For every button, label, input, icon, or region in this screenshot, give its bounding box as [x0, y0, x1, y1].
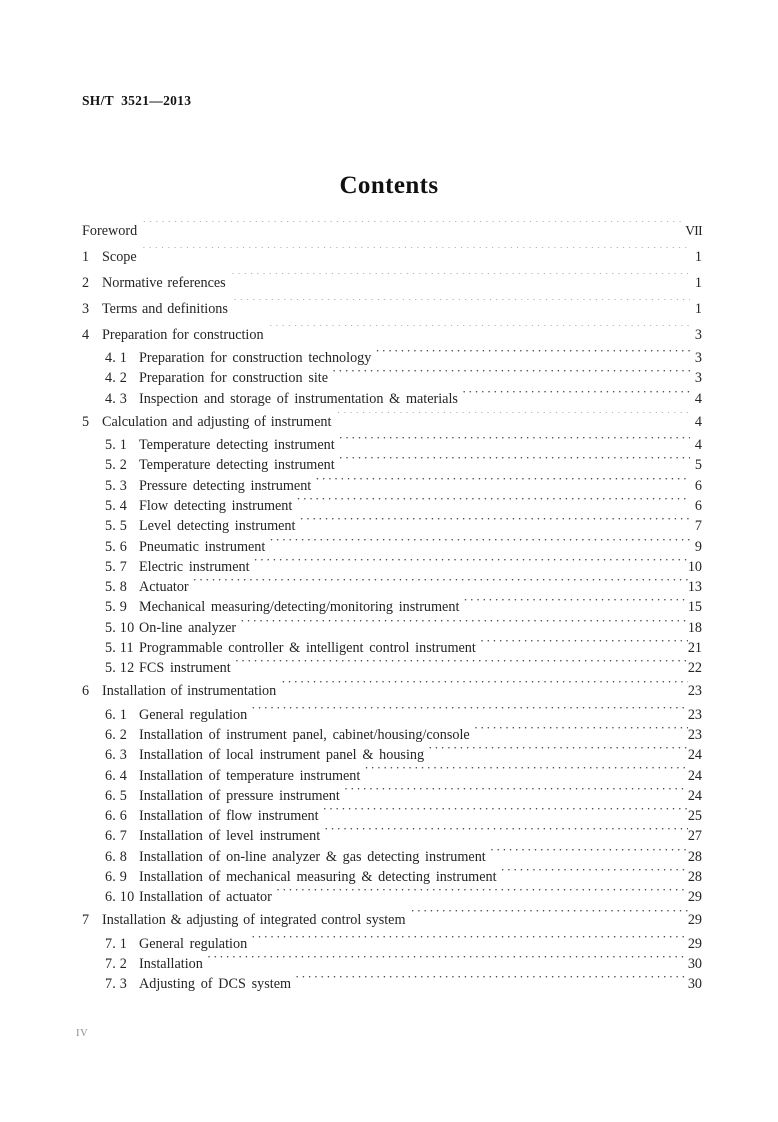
toc-entry-number: 4. 1 — [105, 350, 128, 367]
toc-entry-label: Preparation for construction technology — [139, 350, 372, 367]
toc-dot-leader — [295, 974, 688, 988]
toc-entry-number: 5. 8 — [105, 579, 128, 596]
toc-entry-number: 3 — [82, 301, 90, 317]
toc-entry-label: Pneumatic instrument — [139, 538, 266, 555]
toc-dot-leader — [240, 618, 688, 632]
toc-entry-number: 6. 6 — [105, 808, 128, 825]
toc-entry-page-number: 4 — [694, 413, 702, 430]
toc-entry-label: Normative references — [102, 275, 226, 291]
toc-dot-leader — [142, 221, 685, 235]
toc-entry-page-number: 1 — [694, 301, 702, 317]
toc-dot-leader — [281, 681, 688, 695]
toc-entry-page-number: 30 — [687, 976, 702, 993]
toc-entry[interactable] — [82, 270, 702, 296]
toc-dot-leader — [269, 536, 690, 550]
toc-entry-page-number: 6 — [694, 477, 702, 494]
toc-entry-label: Installation of instrumentation — [102, 683, 277, 700]
toc-dot-leader — [339, 435, 690, 449]
toc-entry-label: Terms and definitions — [102, 301, 228, 317]
toc-entry-page-number: 3 — [694, 370, 702, 387]
toc-entry-page-number: 27 — [687, 828, 702, 845]
toc-entry-page-number: VII — [685, 223, 702, 238]
toc-entry-page-number: 18 — [687, 619, 702, 636]
toc-entry[interactable] — [82, 409, 702, 435]
toc-entry-number: 5. 4 — [105, 497, 128, 514]
toc-dot-leader — [375, 348, 690, 362]
toc-entry-number: 5. 11 — [105, 640, 134, 657]
toc-dot-leader — [299, 516, 690, 530]
toc-entry-label: Installation of mechanical measuring & detecting instrument — [139, 869, 497, 886]
toc-entry[interactable] — [82, 765, 702, 785]
toc-entry[interactable] — [82, 847, 702, 867]
toc-entry-page-number: 13 — [687, 579, 702, 596]
toc-entry-label: Inspection and storage of instrumentation & materials — [139, 390, 458, 407]
toc-entry-page-number: 22 — [687, 660, 702, 677]
toc-entry-label: Pressure detecting instrument — [139, 477, 312, 494]
toc-entry[interactable] — [82, 516, 702, 536]
toc-dot-leader — [480, 638, 688, 652]
toc-entry-label: Programmable controller & intelligent control instrument — [139, 640, 476, 657]
toc-dot-leader — [336, 412, 690, 426]
toc-entry-page-number: 28 — [687, 848, 702, 865]
toc-entry-page-number: 29 — [687, 935, 702, 952]
toc-dot-leader — [490, 847, 688, 861]
toc-entry-page-number: 6 — [694, 497, 702, 514]
page-title: Contents — [339, 171, 439, 199]
toc-entry-page-number: 1 — [694, 275, 702, 291]
toc-entry-number: 5. 10 — [105, 619, 135, 636]
toc-entry[interactable] — [82, 806, 702, 826]
toc-dot-leader — [269, 325, 690, 339]
toc-entry-label: General regulation — [139, 935, 248, 952]
toc-entry-number: 1 — [82, 249, 90, 265]
toc-entry-number: 4. 3 — [105, 390, 128, 407]
toc-entry-number: 5. 9 — [105, 599, 128, 616]
toc-entry[interactable] — [82, 907, 702, 933]
toc-entry-number: 7. 1 — [105, 935, 128, 952]
toc-entry[interactable] — [82, 786, 702, 806]
toc-entry[interactable] — [82, 638, 702, 658]
toc-entry-label: Installation of level instrument — [139, 828, 321, 845]
toc-dot-leader — [474, 725, 688, 739]
toc-entry-label: Actuator — [139, 579, 189, 596]
toc-entry-label: Foreword — [82, 223, 138, 239]
toc-dot-leader — [428, 745, 688, 759]
toc-entry-number: 6. 10 — [105, 889, 135, 906]
toc-entry-label: Installation of pressure instrument — [139, 787, 340, 804]
toc-entry-page-number: 28 — [687, 869, 702, 886]
toc-entry-label: Installation of instrument panel, cabinet/housing/console — [139, 726, 470, 743]
toc-dot-leader — [233, 299, 690, 313]
toc-entry-page-number: 23 — [687, 726, 702, 743]
toc-entry-page-number: 25 — [687, 808, 702, 825]
toc-entry-page-number: 21 — [687, 640, 702, 657]
toc-entry[interactable] — [82, 867, 702, 887]
toc-entry[interactable] — [82, 974, 702, 994]
toc-entry[interactable] — [82, 618, 702, 638]
toc-entry-number: 7. 2 — [105, 955, 128, 972]
toc-entry-page-number: 3 — [694, 350, 702, 367]
toc-entry-page-number: 10 — [687, 558, 702, 575]
toc-entry-label: Preparation for construction — [102, 327, 264, 343]
toc-entry-number: 7. 3 — [105, 976, 128, 993]
toc-entry-label: Scope — [102, 249, 137, 265]
toc-entry-label: Adjusting of DCS system — [139, 976, 292, 993]
toc-entry-number: 6. 5 — [105, 787, 128, 804]
toc-entry[interactable] — [82, 826, 702, 846]
toc-entry-page-number: 29 — [687, 912, 702, 929]
toc-entry-label: FCS instrument — [139, 660, 231, 677]
toc-entry-number: 6 — [82, 683, 90, 700]
toc-entry-label: On-line analyzer — [139, 619, 237, 636]
toc-dot-leader — [254, 557, 688, 571]
toc-dot-leader — [207, 954, 688, 968]
toc-entry[interactable] — [82, 348, 702, 368]
toc-entry[interactable] — [82, 368, 702, 388]
toc-entry[interactable] — [82, 887, 702, 907]
toc-entry-number: 5. 5 — [105, 518, 128, 535]
toc-entry[interactable] — [82, 496, 702, 516]
toc-dot-leader — [142, 247, 690, 261]
toc-dot-leader — [251, 704, 688, 718]
toc-entry-label: Preparation for construction site — [139, 370, 329, 387]
toc-dot-leader — [296, 496, 690, 510]
toc-entry-number: 6. 3 — [105, 747, 128, 764]
toc-entry[interactable] — [82, 536, 702, 556]
toc-dot-leader — [332, 368, 690, 382]
toc-entry-page-number: 9 — [694, 538, 702, 555]
toc-entry-label: Temperature detecting instrument — [139, 457, 335, 474]
toc-entry[interactable] — [82, 389, 702, 409]
toc-entry-number: 7 — [82, 912, 90, 929]
toc-dot-leader — [193, 577, 688, 591]
toc-dot-leader — [276, 887, 688, 901]
toc-entry[interactable] — [82, 218, 702, 244]
toc-entry-page-number: 4 — [694, 390, 702, 407]
toc-entry[interactable] — [82, 658, 702, 678]
table-of-contents — [82, 218, 702, 994]
toc-entry-label: Installation of flow instrument — [139, 808, 319, 825]
toc-dot-leader — [231, 273, 690, 287]
toc-entry-number: 6. 2 — [105, 726, 128, 743]
toc-dot-leader — [344, 786, 688, 800]
toc-entry-number: 6. 4 — [105, 767, 128, 784]
toc-entry-page-number: 1 — [694, 249, 702, 265]
toc-entry-page-number: 30 — [687, 955, 702, 972]
toc-dot-leader — [251, 933, 688, 947]
toc-entry-page-number: 24 — [687, 747, 702, 764]
toc-entry[interactable] — [82, 475, 702, 495]
toc-entry[interactable] — [82, 704, 702, 724]
toc-entry-page-number: 5 — [694, 457, 702, 474]
toc-dot-leader — [339, 455, 690, 469]
toc-entry-page-number: 4 — [694, 437, 702, 454]
toc-entry[interactable] — [82, 597, 702, 617]
toc-entry-number: 5. 3 — [105, 477, 128, 494]
toc-entry-page-number: 23 — [687, 706, 702, 723]
toc-entry[interactable] — [82, 745, 702, 765]
toc-dot-leader — [323, 806, 688, 820]
toc-entry-label: Installation & adjusting of integrated control system — [102, 912, 406, 929]
toc-entry-page-number: 7 — [694, 518, 702, 535]
toc-entry-number: 5. 6 — [105, 538, 128, 555]
toc-entry-label: Flow detecting instrument — [139, 497, 293, 514]
toc-entry[interactable] — [82, 577, 702, 597]
toc-entry-number: 6. 7 — [105, 828, 128, 845]
toc-entry-page-number: 23 — [687, 683, 702, 700]
toc-entry-number: 6. 1 — [105, 706, 128, 723]
toc-entry[interactable] — [82, 933, 702, 953]
toc-entry[interactable] — [82, 244, 702, 270]
toc-entry[interactable] — [82, 557, 702, 577]
toc-dot-leader — [324, 826, 688, 840]
toc-entry[interactable] — [82, 435, 702, 455]
toc-dot-leader — [462, 389, 690, 403]
toc-entry[interactable] — [82, 322, 702, 348]
toc-dot-leader — [364, 765, 687, 779]
toc-entry[interactable] — [82, 725, 702, 745]
toc-dot-leader — [411, 910, 688, 924]
toc-entry-page-number: 15 — [687, 599, 702, 616]
toc-entry-page-number: 3 — [694, 327, 702, 343]
toc-entry[interactable] — [82, 455, 702, 475]
toc-entry[interactable] — [82, 954, 702, 974]
toc-entry-label: Installation of local instrument panel & housing — [139, 747, 425, 764]
toc-entry-label: Installation of temperature instrument — [139, 767, 361, 784]
toc-dot-leader — [315, 475, 690, 489]
toc-dot-leader — [235, 658, 688, 672]
toc-entry-label: Calculation and adjusting of instrument — [102, 413, 332, 430]
toc-entry-page-number: 29 — [687, 889, 702, 906]
toc-entry-label: Temperature detecting instrument — [139, 437, 335, 454]
toc-entry-label: General regulation — [139, 706, 248, 723]
toc-entry-number: 2 — [82, 275, 90, 291]
toc-entry-number: 6. 8 — [105, 848, 128, 865]
toc-entry-number: 5. 12 — [105, 660, 135, 677]
toc-entry-number: 6. 9 — [105, 869, 128, 886]
document-standard-code: SH/T 3521—2013 — [82, 93, 192, 108]
toc-entry-label: Installation of actuator — [139, 889, 272, 906]
toc-entry-number: 5. 7 — [105, 558, 128, 575]
page-folio: IV — [76, 1028, 89, 1039]
toc-entry-label: Electric instrument — [139, 558, 250, 575]
toc-entry-label: Mechanical measuring/detecting/monitoring instrument — [139, 599, 460, 616]
toc-entry-label: Installation of on-line analyzer & gas detecting instrument — [139, 848, 486, 865]
toc-dot-leader — [501, 867, 688, 881]
toc-entry-number: 5. 2 — [105, 457, 128, 474]
toc-entry[interactable] — [82, 296, 702, 322]
toc-entry-label: Level detecting instrument — [139, 518, 296, 535]
toc-entry-number: 5. 1 — [105, 437, 128, 454]
toc-entry-page-number: 24 — [687, 787, 702, 804]
toc-entry[interactable] — [82, 678, 702, 704]
toc-entry-number: 5 — [82, 413, 90, 430]
toc-entry-number: 4 — [82, 327, 90, 343]
toc-entry-label: Installation — [139, 955, 203, 972]
toc-dot-leader — [463, 597, 687, 611]
toc-entry-page-number: 24 — [687, 767, 702, 784]
toc-entry-number: 4. 2 — [105, 370, 128, 387]
